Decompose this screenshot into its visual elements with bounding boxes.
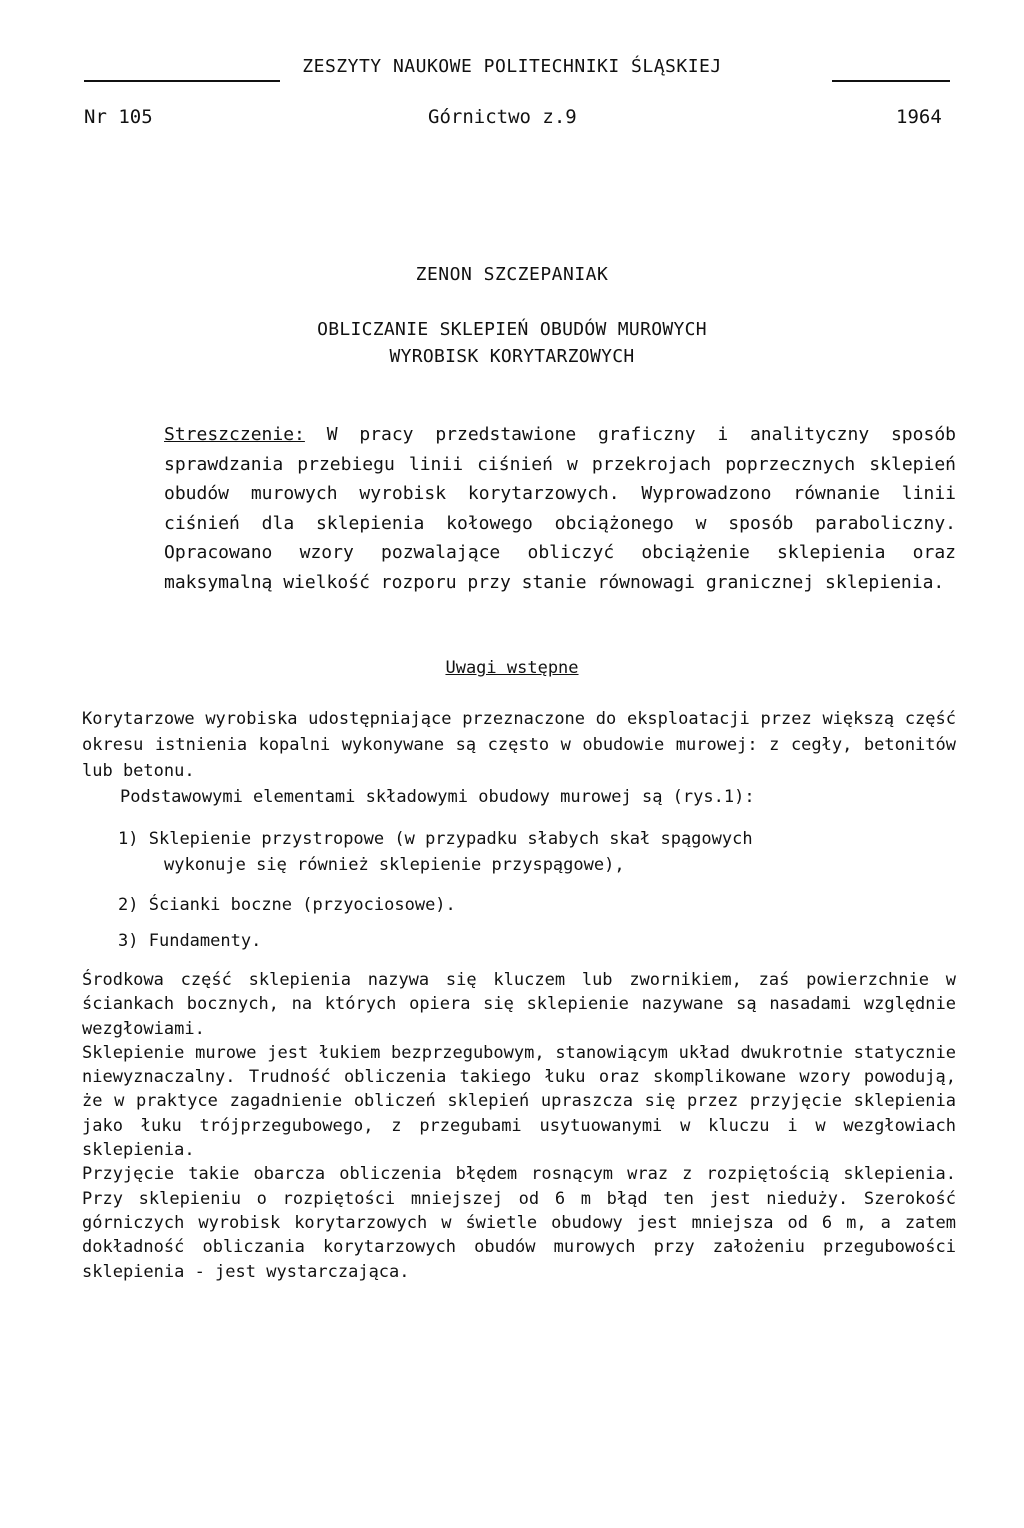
journal-series-title: ZESZYTY NAUKOWE POLITECHNIKI ŚLĄSKIEJ: [302, 56, 722, 77]
abstract-label: Streszczenie:: [164, 424, 305, 445]
header-rule-left: [84, 80, 280, 82]
series-number: Górnictwo z.9: [428, 106, 577, 128]
list-item: [118, 928, 956, 954]
intro-text: Korytarzowe wyrobiska udostępniające przeznaczone do eksploatacji przez większą część okresu istnienia kopalni wykonywane są często w obudowie murowej: z cegły, betonitów lub betonu.: [82, 709, 956, 781]
abstract-text: W pracy przedstawione graficzny i analityczny sposób sprawdzania przebiegu linii ciśnień w przekrojach poprzecznych sklepień obudów murowych wyrobisk korytarzowych. Wyprowadzono równanie linii ciśnień dla sklepienia kołowego obciążonego w sposób paraboliczny. Opracowano wzory pozwalające obliczyć obciążenie sklepienia oraz maksymalną wielkość rozporu przy stanie równowagi granicznej sklepienia.: [164, 424, 956, 593]
list-item-continuation: wykonuje się również sklepienie przyspągowe),: [164, 855, 625, 875]
body-paragraph: Środkowa część sklepienia nazywa się kluczem lub zwornikiem, zaś powierzchnie w ściankach bocznych, na których opiera się sklepienie nazywane są nasadami względnie wezgłowiami.: [82, 970, 956, 1039]
list-item: [118, 892, 956, 918]
body-text: [82, 968, 956, 1284]
intro-paragraph: [82, 706, 956, 810]
author-name: ZENON SZCZEPANIAK: [415, 264, 609, 285]
publication-year: 1964: [896, 106, 942, 128]
list-item-number: 1): [118, 829, 139, 849]
title-line-2: WYROBISK KORYTARZOWYCH: [389, 346, 635, 367]
issue-number: Nr 105: [84, 106, 153, 128]
list-item-text: Fundamenty.: [148, 931, 262, 951]
intro-text-2: Podstawowymi elementami składowymi obudowy murowej są (rys.1):: [120, 787, 755, 807]
list-item-number: 2): [118, 895, 139, 915]
list-item: [118, 826, 956, 878]
list-item-text: Sklepienie przystropowe (w przypadku słabych skał spągowych: [148, 829, 753, 849]
title-line-1: OBLICZANIE SKLEPIEŃ OBUDÓW MUROWYCH: [317, 319, 707, 340]
paper-title: [0, 316, 1024, 370]
list-item-number: 3): [118, 931, 139, 951]
abstract: [164, 420, 956, 597]
section-heading: Uwagi wstępne: [445, 658, 579, 678]
header-rule-right: [832, 80, 950, 82]
body-paragraph: Przyjęcie takie obarcza obliczenia błędem rosnącym wraz z rozpiętością sklepienia. Przy sklepieniu o rozpiętości mniejszej od 6 m błąd ten jest niedużу. Szerokość górniczych wyrobisk korytarzowych w świetle obudowy jest mniejsza od 6 m, a zatem dokładność obliczania korytarzowych obudów murowych przy założeniu przegubowości sklepienia - jest wystarczająca.: [82, 1164, 956, 1282]
list-item-text: Ścianki boczne (przyociosowe).: [148, 895, 456, 915]
body-paragraph: Sklepienie murowe jest łukiem bezprzegubowym, stanowiącym układ dwukrotnie statycznie niewyznaczalny. Trudność obliczenia takiego łuku oraz skomplikowane wzory powodują, że w praktyce zagadnienie obliczeń sklepień upraszcza się przez przyjęcie sklepienia jako łuku trójprzegubowego, z przegubami usytuowanymi w kluczu i w wezgłowiach sklepienia.: [82, 1042, 956, 1161]
